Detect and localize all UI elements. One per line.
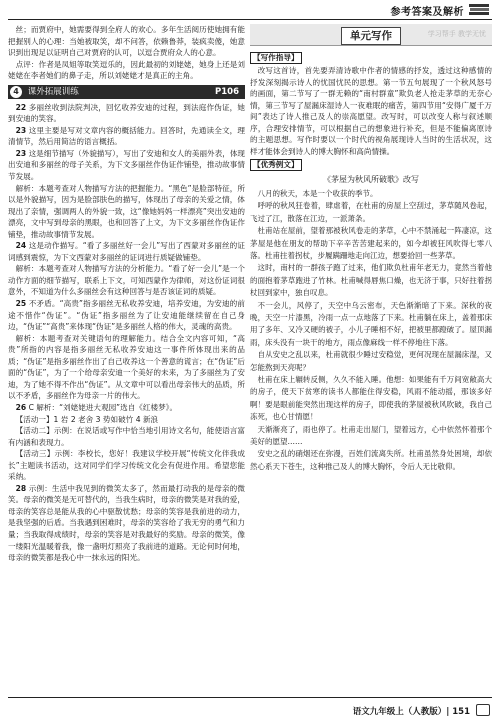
essay-paragraph: 安史之乱的硝烟还在弥漫，百姓们流离失所。杜甫虽然身处困境，却依然心系天下苍生，这种推己及人的博大胸怀，令后人无比敬仰。 bbox=[250, 449, 492, 471]
question-number: 26 bbox=[15, 402, 27, 412]
essay-title: 《茅屋为秋风所破歌》改写 bbox=[323, 175, 419, 185]
answer-item bbox=[8, 240, 245, 263]
header-rule bbox=[8, 19, 492, 20]
book-stack-icon bbox=[468, 2, 490, 17]
banner-watermark: 学习帮手 教学无忧 bbox=[427, 30, 486, 38]
answer-item bbox=[8, 263, 245, 298]
essay-paragraph: 自从安史之乱以来，杜甫就很少睡过安稳觉，更何况现在屋漏床湿，又怎能熬到天亮呢？ bbox=[250, 350, 492, 372]
unit-title: 单元写作 bbox=[341, 27, 401, 45]
answer-item bbox=[8, 333, 245, 402]
section-page-ref: P106 bbox=[215, 86, 239, 97]
answer-item bbox=[8, 183, 245, 241]
question-number: 23 bbox=[15, 125, 27, 135]
answer-text: 【活动一】1 岩 2 老舍 3 势如破竹 4 新浪 bbox=[15, 414, 159, 424]
section-number-badge: 4 bbox=[10, 86, 22, 98]
question-number: 24 bbox=[15, 241, 27, 251]
essay-paragraph: 不一会儿，风停了，天空中乌云密布，天色渐渐暗了下来。深秋的夜晚，天空一片漆黑，冷雨一点一点地落了下来。杜甫躺在床上，盖着那床用了多年、又冷又硬的被子，小儿子睡相不好，把被里都蹬破了。屋顶漏雨，床头没有一块干的地方，雨点像麻线一样不停地往下落。 bbox=[250, 300, 492, 347]
section-title: 课外拓展训练 bbox=[27, 86, 79, 97]
example-label: 【优秀例文】 bbox=[250, 159, 302, 171]
answer-text: 这里主要是写对文章内容的概括能力。回答时，先通读全文，理清情节，然后用简洁的语言概括。 bbox=[8, 125, 245, 147]
answer-item bbox=[8, 298, 245, 333]
page-header bbox=[0, 0, 500, 22]
answer-item bbox=[8, 125, 245, 148]
essay-paragraph: 杜甫在床上辗转反侧，久久不能入睡。他想：如果能有千万间宽敞高大的房子，使天下贫寒的读书人都能住得安稳，风雨不能动摇，那该多好啊！要是眼前能突然出现这样的房子，即使我的茅屋被秋风吹破，我自己冻死，也心甘情愿！ bbox=[250, 375, 492, 422]
intro-comment: 点评：作者是凤姐等取笑逗乐的，因此最初的刘姥姥，她身上还是刘姥姥在李者她们的鼻子走，所以刘姥姥才是真正的主角。 bbox=[8, 59, 245, 81]
answer-text: 【活动三】示例：李校长，您好！我建议学校开展“传统文化伴我成长”主题读书活动，这对同学们学习传统文化会有促进作用。希望您能采纳。 bbox=[8, 449, 245, 482]
right-column bbox=[250, 24, 492, 689]
writing-guide: 改写这首诗，首先要弄清诗歌中作者的情感的抒发，透过这种感情的抒发深刻揭示诗人的忧国忧民的思想。第一节五句展现了一个秋风怒号的画面，第二节写了一群无赖的“南村群童”欺负老人抢走茅草的无奈心情，第三节写了屋漏床湿诗人一夜难眠的痛苦，第四节用“安得广厦千万间”表达了诗人推己及人的崇高愿望。改写时，可以改变人称与叙述顺序，合理安排情节，可以根据自己的想象进行补充，但是不能偏离原诗的主题思想。写作时要以一个时代的视角展现诗人当时的生活状况，这样才能体会到诗人的博大胸怀和高尚情操。 bbox=[250, 66, 492, 156]
answer-text: 这是动作描写。“看了多丽丝好一会儿”写出了西蒙对多丽丝的证词感到震惊，为下文西蒙对多丽丝的证词进行质疑做铺垫。 bbox=[8, 241, 245, 262]
answer-list bbox=[8, 102, 245, 564]
essay-paragraph: 杜甫站在屋前，望着那被秋风卷走的茅草，心中不禁涌起一阵凄凉，这茅屋是他在朋友的帮助下辛辛苦苦建起来的，如今却被狂风吹得七零八落。杜甫拄着拐杖，步履蹒跚地走向江边，想要拾回一些茅草。 bbox=[250, 226, 492, 260]
question-number: 25 bbox=[15, 299, 27, 309]
answer-item bbox=[8, 102, 245, 125]
essay-paragraph: 这时，南村的一群孩子跑了过来，他们欺负杜甫年老无力，竟然当着他的面抱着茅草跑进了竹林。杜甫喊得唇焦口燥，也无济于事，只好拄着拐杖回到家中，独自叹息。 bbox=[250, 263, 492, 298]
left-column bbox=[8, 24, 245, 689]
answer-item bbox=[8, 448, 245, 483]
essay-body bbox=[250, 188, 492, 473]
answer-text: 不矛盾。“高贵”指多丽丝无私收养安迪，培养安迪，为安迪的前途不惜作“伪证”。“伪证”指多丽丝为了让安迪能继续留在自己身边，“伪证”“高贵”来体现“伪证”是多丽丝人格的伟大，灵魂的高贵。 bbox=[8, 299, 245, 332]
answer-item bbox=[8, 425, 245, 448]
unit-banner bbox=[250, 24, 492, 46]
answer-text: 解析：本题考查对关键语句的理解能力。结合全文内容可知，“高贵”所指的内容是指多丽丝无私收养安迪这一事件所体现出来的品质；“伪证”是指多丽丝作出了自己收养这一个善意的谎言；在“伪证”后面的“伪证”，为了一个给母亲安迪一个美好的未来，为了多丽丝为了安迪，为了她不得不作出“伪证”。从文章中可以看出母亲伟大的品质，所以不矛盾，多丽丝作为母亲一片的伟大。 bbox=[8, 333, 245, 401]
section-header-extension bbox=[8, 85, 245, 99]
answer-text: 这是细节描写（外貌描写），写出了安迪和女人的美丽外表，体现出安迪和多丽丝的母子关系，为下文多丽丝作伪证作铺垫，推动故事情节发展。 bbox=[8, 148, 245, 182]
question-number: 23 bbox=[15, 148, 27, 158]
footer-rule bbox=[8, 697, 492, 698]
essay-paragraph: 呼呼的秋风狂卷着，肆虐着，在杜甫的房屋上空刮过，茅草随风卷起，飞过了江，散落在江边，一派萧条。 bbox=[250, 201, 492, 223]
answer-text: 解析：本题考查对人物描写方法的分析能力。“看了好一会儿”是一个动作方面的细节描写，联系上下文，可知西蒙作为律师，对这份证词很意外，不知道为什么多丽丝会有这种回答与是否该证词的质疑。 bbox=[8, 264, 245, 297]
answer-text: 解析：本题考查对人物描写方法的把握能力。“黑色”是脸部特征，所以是外貌描写，因为是脸部肤色的描写，体现出了母亲的关爱之情，体现出了亲情，强调两人的外貌一致，这“像她妈妈一样漂亮”突出安迪的漂亮，文中写到母亲的黑眼，也和回答了上文，为下文多丽丝作伪证作铺垫，推动故事情节发展。 bbox=[8, 183, 245, 239]
essay-paragraph: 天渐渐亮了，雨也停了。杜甫走出屋门，望着远方，心中依然怀着那个美好的愿望…… bbox=[250, 424, 492, 447]
page-footer bbox=[0, 697, 500, 721]
essay-paragraph: 八月的秋天，本是一个收获的季节。 bbox=[257, 188, 378, 198]
answer-text: 多丽丝收到法院判决，回忆收养安迪的过程，到法庭作伪证，她到安迪的笑容。 bbox=[8, 102, 245, 124]
question-number: 28 bbox=[15, 483, 27, 493]
question-number: 22 bbox=[15, 102, 27, 112]
answer-text: C 解析：“刘姥姥进大观园”选自《红楼梦》。 bbox=[28, 402, 178, 412]
answer-text: 示例：生活中我见到的微笑太多了，然而最打动我的是母亲的微笑。母亲的微笑是无可替代的，当我生病时，母亲的微笑是对我的爱，母亲的笑容总是能从我的心中驱散忧愁；母亲的笑容是我前进的动力，是我坚强的后盾。当我遇到困难时，母亲的笑容给了我无穷的勇气和力量；当我取得成绩时，母亲的笑容是对我最好的奖励。母亲的微笑，像一缕阳光温暖着我，像一盏明灯照亮了我前进的道路。无论何时何地，母亲的微笑都是我心中一抹永远的阳光。 bbox=[8, 483, 245, 563]
intro-paragraph: 丝；而贾府中，她需要得到全府人的欢心。多年生活阅历使她拥有能把握别人的心理：当她被取笑，却不问答，依赖鲁莽，装疯卖傻，她意识到出现足以证明自己对贾府的认可，以逗合贾府众人的心意。 bbox=[8, 25, 245, 58]
answer-item bbox=[8, 414, 245, 426]
answer-item bbox=[8, 402, 245, 414]
guide-label: 【写作指导】 bbox=[250, 52, 302, 64]
answer-text: 【活动二】示例：在说话或写作中恰当地引用诗文名句，能使语言富有内涵和表现力。 bbox=[8, 426, 245, 447]
corner-mark-icon bbox=[476, 704, 490, 716]
header-title: 参考答案及解析 bbox=[390, 7, 464, 18]
footer-page-info: 语文九年级上（人教版）| 151 bbox=[352, 707, 470, 717]
answer-item bbox=[8, 483, 245, 564]
answer-item bbox=[8, 148, 245, 183]
